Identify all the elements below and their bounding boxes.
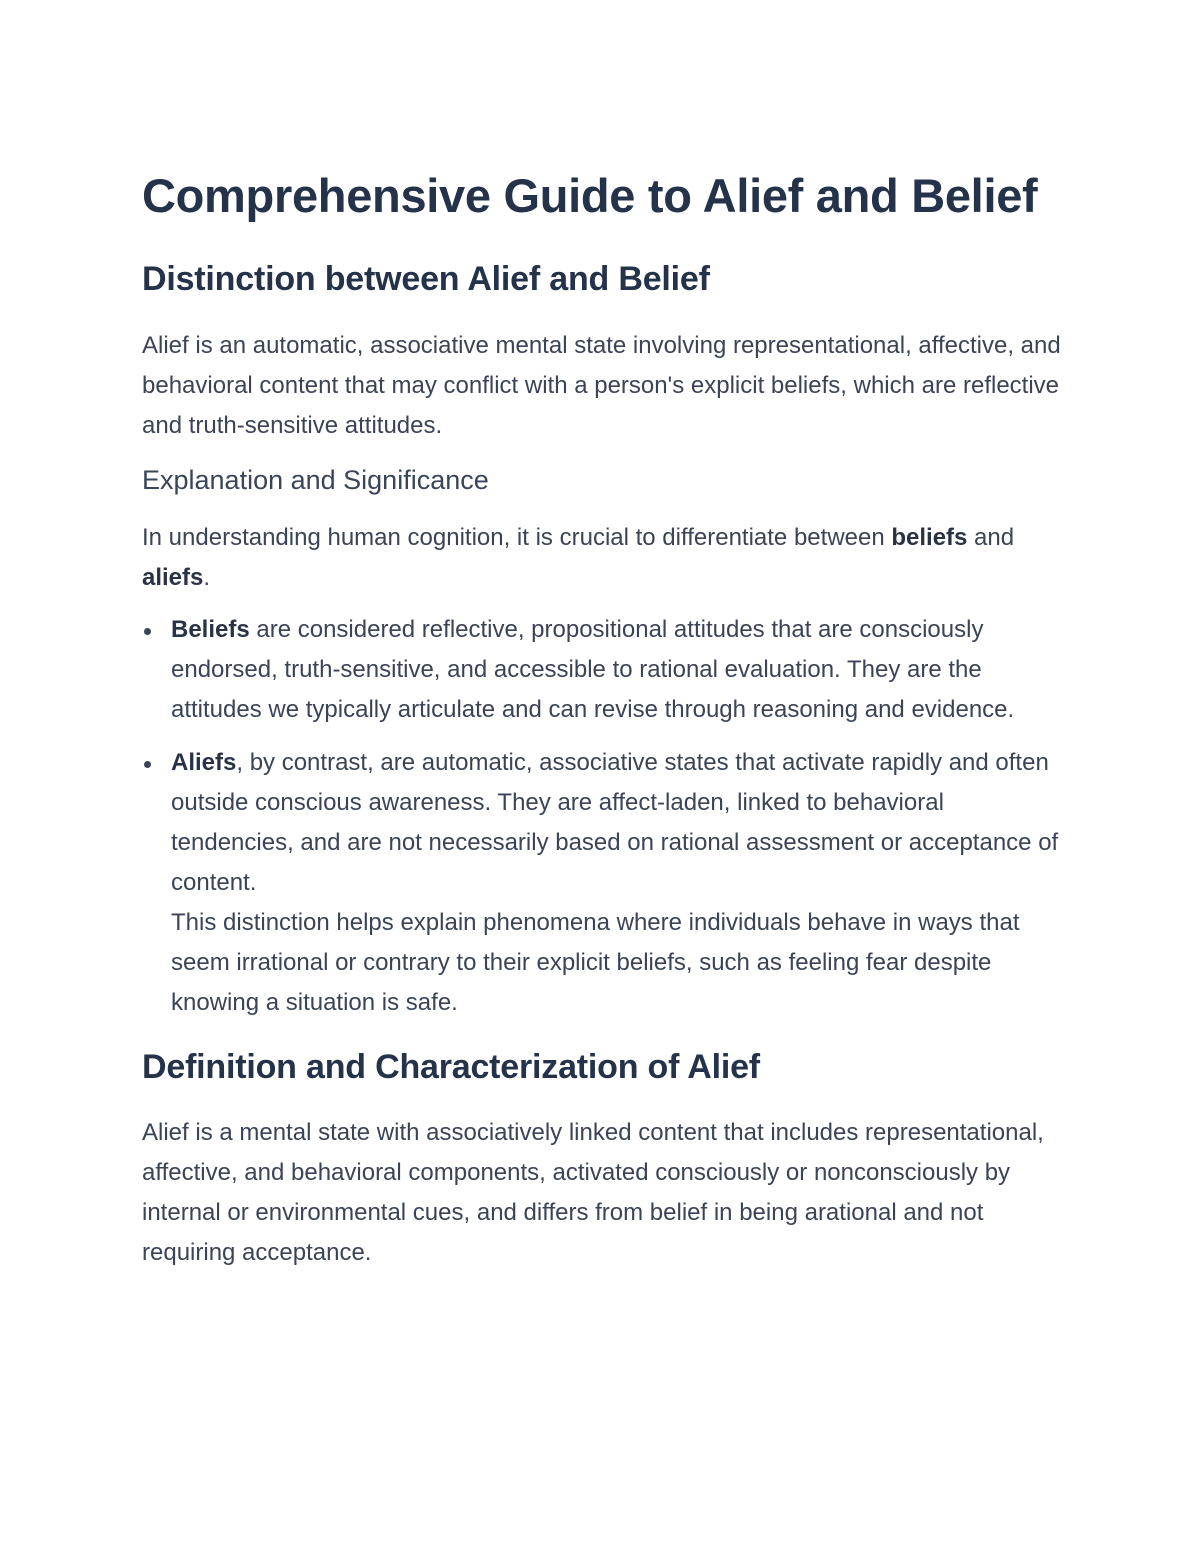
intro-text-before: In understanding human cognition, it is crucial to differentiate between [142, 524, 892, 551]
list-item-continuation: This distinction helps explain phenomena where individuals behave in ways that seem irrational or contrary to their explicit beliefs, such as feeling fear despite knowing a situation is safe. [171, 909, 1020, 1016]
document-title: Comprehensive Guide to Alief and Belief [142, 169, 1038, 222]
section-heading-definition: Definition and Characterization of Alief [142, 1048, 760, 1086]
section-paragraph-distinction: Alief is an automatic, associative mental state involving representational, affective, and behavioral content that may conflict with a person's explicit beliefs, which are reflective and truth-sensitive attitudes. [142, 332, 1061, 439]
document-page [142, 165, 1062, 1273]
section-heading-distinction: Distinction between Alief and Belief [142, 260, 710, 298]
intro-text-middle: and [967, 524, 1015, 551]
list-item-term: Beliefs [171, 616, 250, 643]
intro-paragraph [142, 518, 1062, 598]
list-item-text: , by contrast, are automatic, associative states that activate rapidly and often outside conscious awareness. They are affect-laden, linked to behavioral tendencies, and are not necessarily based on rational assessment or acceptance of content. [171, 749, 1059, 896]
list-item-term: Aliefs [171, 749, 237, 776]
bullet-dot-icon [144, 761, 151, 768]
list-item-aliefs [142, 743, 1062, 1023]
bullet-list [142, 610, 1062, 1023]
intro-bold-beliefs: beliefs [891, 524, 968, 551]
subheading-explanation: Explanation and Significance [142, 465, 489, 495]
bullet-dot-icon [144, 628, 151, 635]
list-item-text: are considered reflective, propositional attitudes that are consciously endorsed, truth-sensitive, and accessible to rational evaluation. They are the attitudes we typically articulate and can revise through reasoning and evidence. [171, 616, 1015, 723]
intro-bold-aliefs: aliefs [142, 564, 204, 591]
intro-text-after: . [203, 564, 211, 591]
list-item-beliefs [142, 610, 1062, 730]
section-paragraph-definition: Alief is a mental state with associatively linked content that includes representational, affective, and behavioral components, activated consciously or nonconsciously by internal or environmental cues, and differs from belief in being arational and not requiring acceptance. [142, 1119, 1044, 1266]
